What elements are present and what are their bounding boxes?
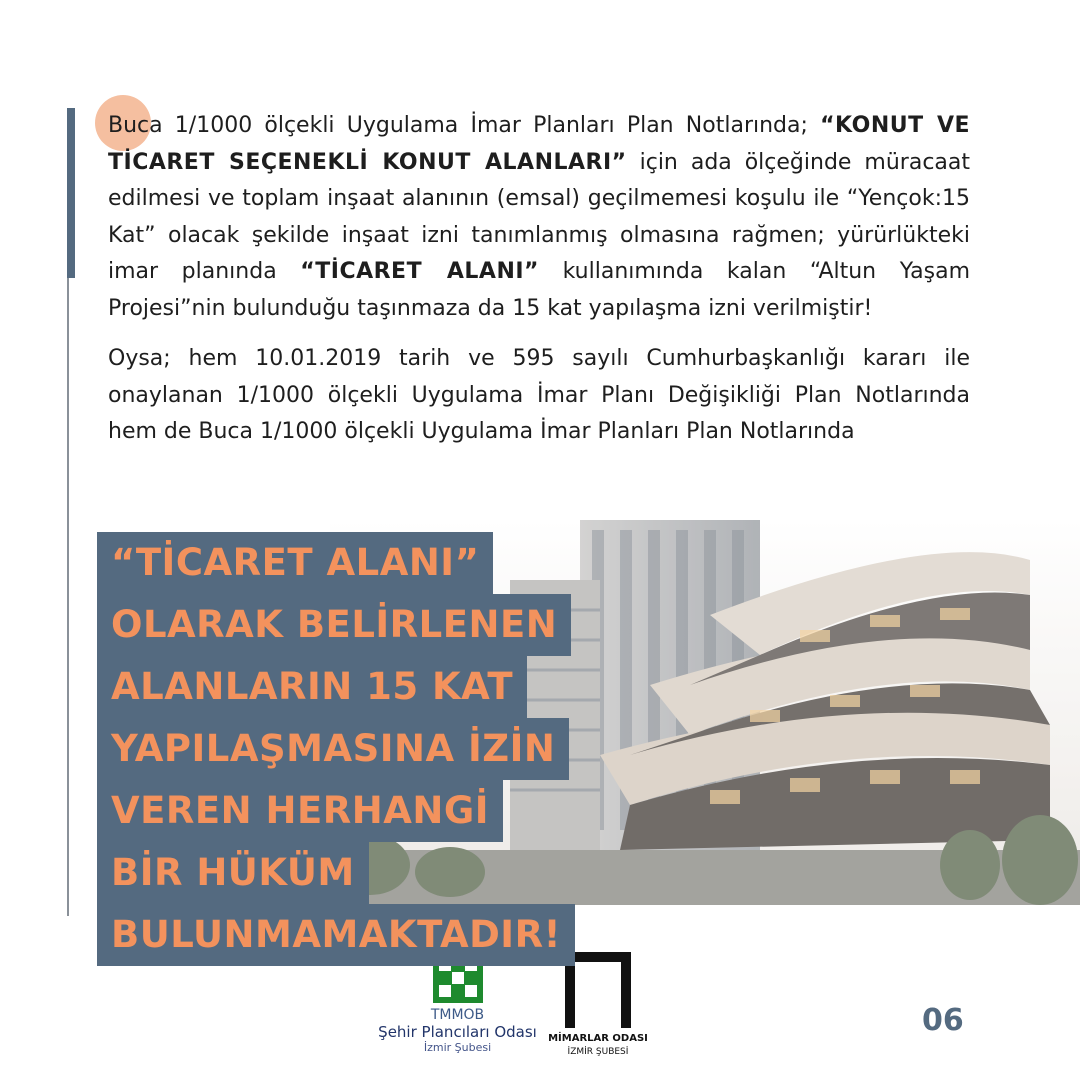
tmmob-label: TMMOB	[430, 1007, 485, 1023]
callout-box	[97, 532, 575, 966]
callout-line: YAPILAŞMASINA İZİN	[97, 718, 569, 780]
mimarlar-name: MİMARLAR ODASI	[548, 1033, 648, 1044]
callout-line: OLARAK BELİRLENEN	[97, 594, 571, 656]
callout-line: BULUNMAMAKTADIR!	[97, 904, 575, 966]
body-text	[108, 108, 970, 465]
mimarlar-logo	[548, 952, 648, 1058]
paragraph-1: Buca 1/1000 ölçekli Uygulama İmar Planları Plan Notlarında; “KONUT VE TİCARET SEÇENEKLİ KONUT ALANLARI” için ada ölçeğinde müracaat edilmesi ve toplam inşaat alanının (emsal) geçilmemesi koşulu ile “Yençok:15 Kat” olacak şekilde inşaat izni tanımlanmış olmasına rağmen; yürürlükteki imar planında “TİCARET ALANI” kullanımında kalan “Altun Yaşam Projesi”nin bulunduğu taşınmaza da 15 kat yapılaşma izni verilmiştir!	[108, 113, 971, 321]
page-number: 06	[922, 1003, 964, 1038]
bold-phrase-2: “TİCARET ALANI”	[300, 259, 539, 284]
accent-bar	[67, 108, 75, 278]
callout-line: BİR HÜKÜM	[97, 842, 369, 904]
accent-line	[67, 278, 69, 916]
mimarlar-sub: İZMİR ŞUBESİ	[567, 1047, 629, 1057]
callout-line: ALANLARIN 15 KAT	[97, 656, 527, 718]
bold-phrase-1: “KONUT VE TİCARET SEÇENEKLİ KONUT ALANLARI”	[108, 113, 971, 175]
paragraph-2: Oysa; hem 10.01.2019 tarih ve 595 sayılı Cumhurbaşkanlığı kararı ile onaylanan 1/1000 ölçekli Uygulama İmar Planı Değişikliği Plan Notlarında hem de Buca 1/1000 ölçekli Uygulama İmar Planları Plan Notlarında	[108, 346, 970, 444]
callout-line: “TİCARET ALANI”	[97, 532, 493, 594]
tmmob-logo	[370, 953, 545, 1055]
callout-line: VEREN HERHANGİ	[97, 780, 503, 842]
tmmob-sub: İzmir Şubesi	[423, 1041, 492, 1054]
tmmob-name: Şehir Plancıları Odası	[378, 1023, 537, 1041]
